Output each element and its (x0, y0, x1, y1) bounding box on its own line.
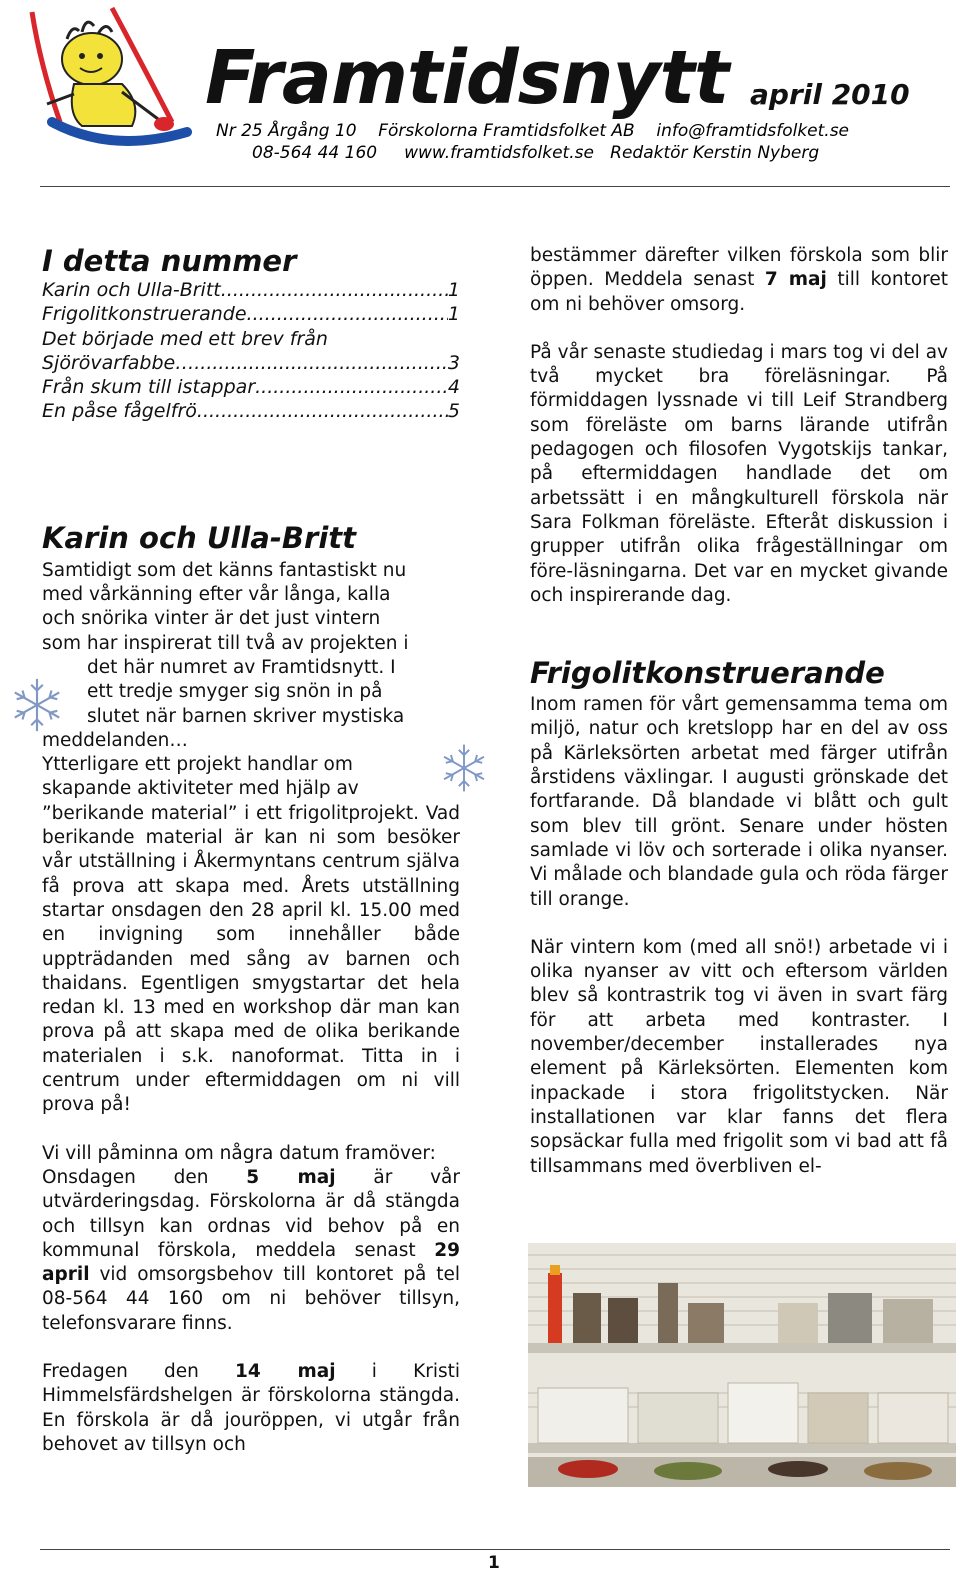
article-paragraph: Vi vill påminna om några datum framöver: (42, 1142, 436, 1164)
article-heading-karin: Karin och Ulla-Britt (42, 520, 356, 555)
left-column (42, 244, 460, 1457)
toc-item[interactable]: En påse fågelfrö ..... 5 (42, 399, 460, 423)
article-paragraph: Inom ramen för vårt gemensamma tema om miljö, natur och kretslopp har en del av oss på Kärleksörten arbetat med färger utifrån årstidens växlingar. I augusti grönskade det fortfarande. Då blandade vi blått och gult som blev till grönt. Senare under hösten samlade vi löv och sorterade i olika nyanser. Vi målade och blandade gula och röda färger till orange. (530, 694, 948, 910)
logo-child-on-swing-icon (22, 4, 192, 164)
page-number: 1 (488, 1553, 500, 1573)
right-column (530, 244, 948, 1179)
snowflake-icon (8, 676, 66, 734)
header-info-line-2: 08-564 44 160 www.framtidsfolket.se Redaktör Kerstin Nyberg (252, 143, 820, 163)
toc-item[interactable]: Karin och Ulla-Britt ..... 1 (42, 278, 460, 302)
article-paragraph: På vår senaste studiedag i mars tog vi del av två mycket bra föreläsningar. På förmiddagen lyssnade vi till Leif Strandberg som föreläste om barns lärande utifrån pedagogen och filosofen Vygotskijs tankar, på eftermiddagen handlade det om arbetssätt i en mångkulturell förskola när Sara Folkman föreläste. Efteråt diskussion i grupper utifrån olika frågeställningar om före-läsningarna. Det var en mycket givande och inspirerande dag. (530, 341, 948, 606)
article-paragraph: det här numret av Framtidsnytt. I ett tredje smyger sig snön in på slutet när barnen skriver mystiska (87, 656, 405, 727)
article-paragraph: Samtidigt som det känns fantastiskt nu med vårkänning efter vår långa, kalla och snörika vinter är det just vintern som har inspirerat till två av projekten i (42, 559, 409, 654)
toc-item[interactable]: Från skum till istappar ..... 4 (42, 375, 460, 399)
snowflake-icon (438, 742, 490, 794)
table-of-contents (42, 278, 460, 424)
toc-item[interactable]: Det började med ett brev från (42, 327, 328, 350)
article-paragraph: När vintern kom (med all snö!) arbetade vi i olika nyanser av vitt och eftersom världen blev så kontrastrik tog vi även in svart färg för att arbeta med kontraster. I november/december installerades nya element på Kärleksörten. Elementen kom inpackade i stora frigolitstycken. När installationen var klar fanns det flera sopsäckar fulla med frigolit som vi bad att få tillsammans med överbliven el- (530, 936, 948, 1177)
article-paragraph: bestämmer därefter vilken förskola som blir öppen. Meddela senast 7 maj till kontoret om ni behöver omsorg. (530, 245, 948, 315)
photo-shelves-with-materials (528, 1243, 956, 1487)
toc-item[interactable]: Frigolitkonstruerande ..... 1 (42, 302, 460, 326)
article-paragraph: Fredagen den 14 maj i Kristi Himmelsfärdshelgen är förskolorna stängda. En förskola är då jouröppen, vi utgår från behovet av tillsyn och (42, 1360, 461, 1455)
toc-item[interactable]: Sjörövarfabbe… ..... 3 (42, 351, 460, 375)
article-paragraph: Ytterligare ett projekt handlar om skapande aktiviteter med hjälp av (42, 754, 359, 800)
article-paragraph: meddelanden… (42, 729, 188, 751)
header-info-line-1: Nr 25 Årgång 10 Förskolorna Framtidsfolket AB info@framtidsfolket.se (216, 121, 850, 141)
newsletter-title: Framtidsnytt (205, 35, 729, 121)
issue-date: april 2010 (750, 78, 910, 111)
article-paragraph: ”berikande material” i ett frigolitprojekt. Vad berikande material är kan ni som besöker vår utställning i Åkermyntans centrum själva få prova att skapa med. Årets utställning startar onsdagen den 28 april kl. 15.00 med en invigning som innehåller både uppträdanden med sång av barnen och thaidans. Egentligen smygstartar det hela redan kl. 13 med en workshop där man kan prova på att skapa med de olika berikande materialen i s.k. nanoformat. Titta in i centrum under eftermiddagen om ni vill prova på! (42, 802, 460, 1116)
article-heading-frigolit: Frigolitkonstruerande (530, 656, 885, 691)
footer-divider (40, 1549, 950, 1550)
header-divider (40, 186, 950, 187)
article-paragraph: Onsdagen den 5 maj är vår utvärderingsdag. Förskolorna är då stängda och tillsyn kan ordnas vid behov på en kommunal förskola, meddela senast 29 april vid omsorgsbehov till kontoret på tel 08-564 44 160 om ni behöver tillsyn, telefonsvarare finns. (42, 1166, 461, 1334)
toc-heading: I detta nummer (42, 244, 297, 278)
